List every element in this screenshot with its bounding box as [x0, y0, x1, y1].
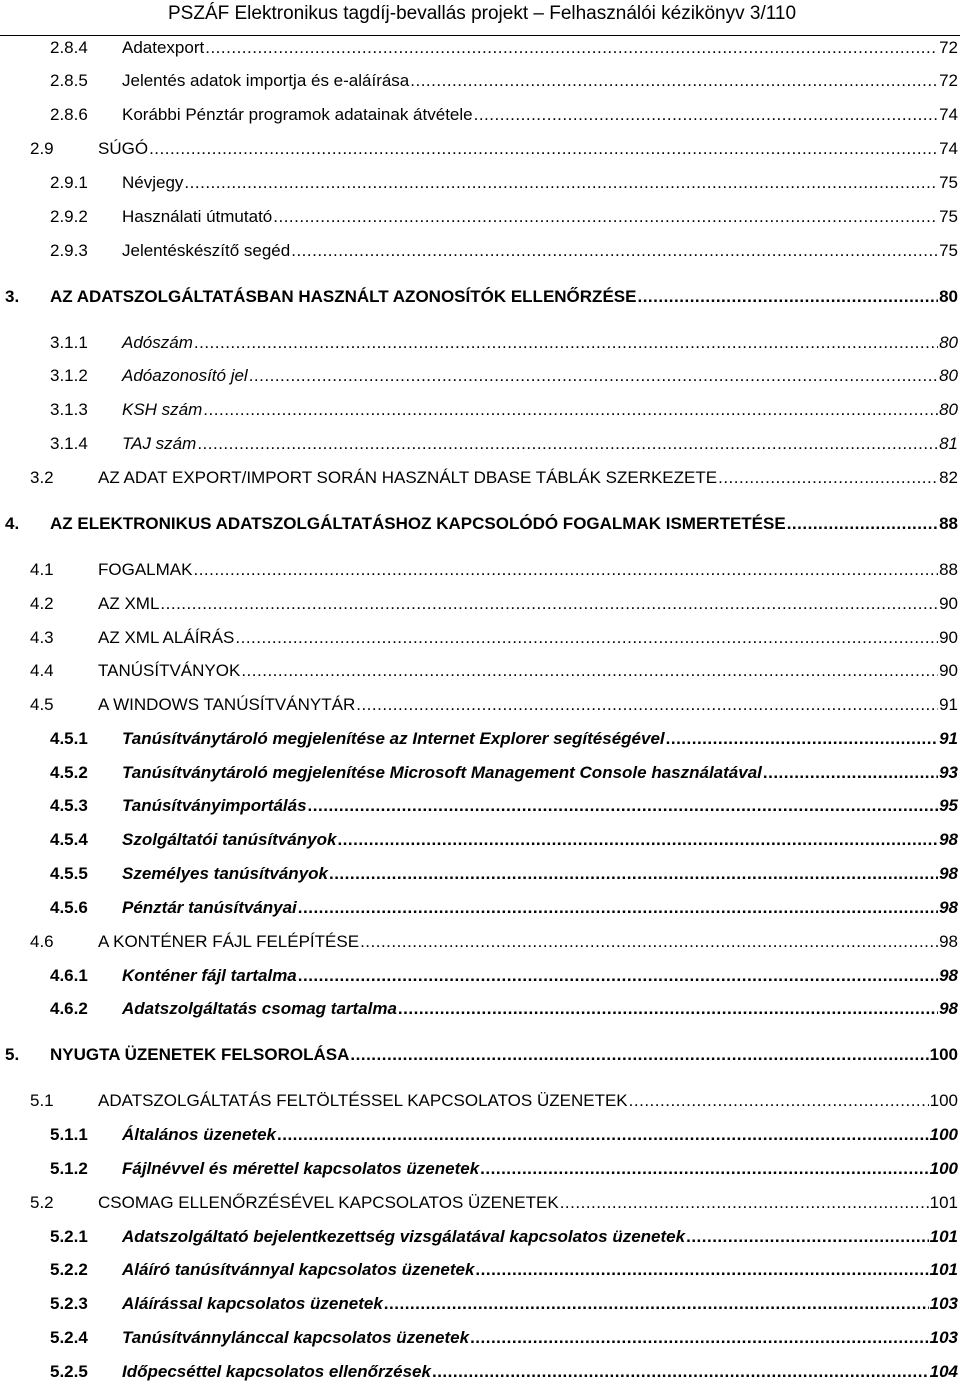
toc-entry-page: 80 [939, 366, 958, 385]
toc-entry-number: 4.2 [30, 594, 54, 613]
toc-entry[interactable] [50, 726, 958, 752]
dot-leader [160, 591, 938, 617]
dot-leader [337, 827, 938, 853]
toc-entry-page: 98 [939, 999, 958, 1018]
toc-entry[interactable] [50, 1224, 958, 1250]
toc-entry-page: 101 [929, 1260, 958, 1279]
toc-entry[interactable] [30, 1088, 958, 1114]
toc-entry-number: 3.1.4 [50, 434, 88, 453]
toc-entry-number: 4. [5, 514, 20, 533]
dot-leader [149, 136, 938, 162]
toc-entry-title: Tanúsítványtároló megjelenítése az Internet Explorer segítéségével [122, 729, 665, 748]
dot-leader [350, 1042, 928, 1068]
dot-leader [194, 330, 938, 356]
toc-entry[interactable] [50, 204, 958, 230]
toc-entry-page: 90 [939, 661, 958, 680]
toc-entry-number: 3.1.3 [50, 400, 88, 419]
toc-entry[interactable] [50, 895, 958, 921]
dot-leader [193, 557, 938, 583]
toc-entry-title: SÚGÓ [98, 139, 149, 158]
toc-entry-title: KSH szám [122, 400, 203, 419]
toc-entry-number: 2.8.4 [50, 38, 88, 57]
toc-entry-title: Időpecséttel kapcsolatos ellenőrzések [122, 1362, 431, 1381]
toc-entry-number: 2.9.1 [50, 173, 88, 192]
toc-entry-title: Aláíró tanúsítvánnyal kapcsolatos üzenetek [122, 1260, 475, 1279]
toc-entry-number: 4.4 [30, 661, 54, 680]
toc-entry-page: 72 [939, 71, 958, 90]
toc-entry-page: 82 [939, 468, 958, 487]
dot-leader [474, 102, 938, 128]
dot-leader [291, 238, 938, 264]
toc-entry-number: 5.1 [30, 1091, 54, 1110]
toc-entry-page: 90 [939, 628, 958, 647]
toc-entry[interactable] [50, 1325, 958, 1351]
toc-entry-page: 98 [939, 966, 958, 985]
dot-leader [356, 692, 938, 718]
dot-leader [203, 397, 938, 423]
toc-entry-number: 4.3 [30, 628, 54, 647]
toc-entry-number: 4.5.5 [50, 864, 88, 883]
toc-entry-title: FOGALMAK [98, 560, 193, 579]
dot-leader [384, 1291, 929, 1317]
toc-entry[interactable] [30, 557, 958, 583]
toc-entry-title: TANÚSÍTVÁNYOK [98, 661, 241, 680]
toc-entry-page: 80 [939, 400, 958, 419]
dot-leader [249, 363, 938, 389]
dot-leader [184, 170, 938, 196]
toc-entry-number: 2.9.3 [50, 241, 88, 260]
dot-leader [197, 431, 938, 457]
toc-entry[interactable] [5, 284, 958, 310]
dot-leader [298, 895, 938, 921]
toc-entry-number: 5. [5, 1045, 20, 1064]
dot-leader [360, 929, 938, 955]
dot-leader [637, 284, 938, 310]
toc-entry-page: 75 [939, 207, 958, 226]
toc-entry-page: 75 [939, 241, 958, 260]
toc-entry[interactable] [50, 397, 958, 423]
toc-entry[interactable] [50, 363, 958, 389]
toc-entry[interactable] [30, 692, 958, 718]
dot-leader [410, 68, 938, 94]
toc-entry-title: Fájlnévvel és mérettel kapcsolatos üzenetek [122, 1159, 480, 1178]
toc-entry-title: Általános üzenetek [122, 1125, 276, 1144]
dot-leader [308, 793, 939, 819]
toc-entry-title: NYUGTA ÜZENETEK FELSOROLÁSA [50, 1045, 350, 1064]
toc-entry-number: 3. [5, 287, 20, 306]
toc-entry-page: 80 [939, 333, 958, 352]
toc-entry[interactable] [50, 102, 958, 128]
toc-entry-number: 3.1.1 [50, 333, 88, 352]
toc-entry-number: 4.5.2 [50, 763, 88, 782]
toc-entry-number: 4.5.6 [50, 898, 88, 917]
toc-entry-page: 98 [939, 830, 958, 849]
toc-entry[interactable] [30, 591, 958, 617]
toc-entry[interactable] [50, 1359, 958, 1385]
toc-entry-page: 100 [929, 1159, 958, 1178]
toc-entry-title: Adatexport [122, 38, 205, 57]
toc-entry-title: Tanúsítvánnylánccal kapcsolatos üzenetek [122, 1328, 470, 1347]
toc-entry-number: 4.6.2 [50, 999, 88, 1018]
toc-entry[interactable] [50, 963, 958, 989]
toc-entry-title: Pénztár tanúsítványai [122, 898, 297, 917]
toc-entry-title: Használati útmutató [122, 207, 273, 226]
toc-entry-page: 103 [929, 1328, 958, 1347]
toc-entry-number: 4.6 [30, 932, 54, 951]
toc-entry-number: 4.5.4 [50, 830, 88, 849]
toc-entry-number: 4.1 [30, 560, 54, 579]
toc-entry-title: AZ ELEKTRONIKUS ADATSZOLGÁLTATÁSHOZ KAPCSOLÓDÓ FOGALMAK ISMERTETÉSE [50, 514, 786, 533]
toc-entry[interactable] [30, 625, 958, 651]
toc-entry[interactable] [50, 1291, 958, 1317]
toc-entry-page: 104 [929, 1362, 958, 1381]
toc-entry[interactable] [50, 1122, 958, 1148]
toc-entry-number: 3.1.2 [50, 366, 88, 385]
toc-entry[interactable] [50, 827, 958, 853]
toc-entry-title: Adószám [122, 333, 193, 352]
toc-entry[interactable] [30, 465, 958, 491]
toc-entry-page: 100 [929, 1045, 958, 1064]
toc-entry-page: 95 [939, 796, 958, 815]
toc-entry-page: 88 [939, 514, 958, 533]
toc-entry-title: Konténer fájl tartalma [122, 966, 297, 985]
toc-entry-number: 2.8.5 [50, 71, 88, 90]
dot-leader [718, 465, 938, 491]
dot-leader [235, 625, 938, 651]
toc-entry[interactable] [5, 1042, 958, 1068]
toc-entry[interactable] [50, 330, 958, 356]
toc-entry-title: Jelentéskészítő segéd [122, 241, 291, 260]
toc-entry[interactable] [50, 861, 958, 887]
toc-entry-page: 91 [939, 729, 958, 748]
toc-entry[interactable] [50, 996, 958, 1022]
dot-leader [298, 963, 938, 989]
header-title: PSZÁF Elektronikus tagdíj-bevallás projekt – Felhasználói kézikönyv 3/110 [168, 3, 797, 24]
toc-entry-title: Adóazonosító jel [122, 366, 248, 385]
dot-leader [763, 760, 938, 786]
toc-entry-number: 5.2 [30, 1193, 54, 1212]
toc-entry-number: 4.5 [30, 695, 54, 714]
toc-entry[interactable] [5, 511, 958, 537]
toc-entry-number: 5.2.4 [50, 1328, 88, 1347]
toc-entry-page: 101 [929, 1227, 958, 1246]
toc-entry-title: AZ ADAT EXPORT/IMPORT SORÁN HASZNÁLT DBASE TÁBLÁK SZERKEZETE [98, 468, 718, 487]
toc-entry-page: 88 [939, 560, 958, 579]
toc-entry-page: 98 [939, 932, 958, 951]
toc-entry-title: Adatszolgáltatás csomag tartalma [122, 999, 397, 1018]
dot-leader [205, 35, 938, 61]
toc-entry-title: Névjegy [122, 173, 184, 192]
toc-entry-title: TAJ szám [122, 434, 197, 453]
dot-leader [329, 861, 938, 887]
toc-entry-title: Tanúsítványimportálás [122, 796, 307, 815]
toc-entry-number: 5.2.3 [50, 1294, 88, 1313]
toc-entry[interactable] [50, 238, 958, 264]
toc-entry-number: 4.5.1 [50, 729, 88, 748]
toc-entry-number: 5.2.1 [50, 1227, 88, 1246]
toc-entry-page: 98 [939, 898, 958, 917]
toc-entry-title: AZ XML ALÁÍRÁS [98, 628, 235, 647]
toc-entry-number: 5.1.1 [50, 1125, 88, 1144]
toc-entry[interactable] [50, 1156, 958, 1182]
toc-entry-page: 100 [929, 1091, 958, 1110]
toc-entry[interactable] [30, 929, 958, 955]
toc-entry-title: Tanúsítványtároló megjelenítése Microsoft Management Console használatával [122, 763, 762, 782]
toc-entry-page: 81 [939, 434, 958, 453]
toc-entry-title: AZ ADATSZOLGÁLTATÁSBAN HASZNÁLT AZONOSÍTÓK ELLENŐRZÉSE [50, 287, 637, 306]
toc-entry-page: 91 [939, 695, 958, 714]
toc-entry-title: Jelentés adatok importja és e-aláírása [122, 71, 410, 90]
toc-entry-page: 90 [939, 594, 958, 613]
toc-entry-page: 93 [939, 763, 958, 782]
toc-entry-number: 5.2.5 [50, 1362, 88, 1381]
toc-entry-number: 5.1.2 [50, 1159, 88, 1178]
toc-entry-title: CSOMAG ELLENŐRZÉSÉVEL KAPCSOLATOS ÜZENETEK [98, 1193, 559, 1212]
dot-leader [629, 1088, 929, 1114]
dot-leader [241, 658, 938, 684]
toc-entry-number: 4.6.1 [50, 966, 88, 985]
toc-entry-number: 2.9.2 [50, 207, 88, 226]
dot-leader [787, 511, 938, 537]
dot-leader [470, 1325, 929, 1351]
toc-entry[interactable] [50, 793, 958, 819]
toc-entry[interactable] [30, 1190, 958, 1216]
toc-entry-number: 3.2 [30, 468, 54, 487]
toc-entry[interactable] [50, 68, 958, 94]
dot-leader [560, 1190, 929, 1216]
toc-entry-title: Szolgáltatói tanúsítványok [122, 830, 337, 849]
toc-entry-page: 101 [929, 1193, 958, 1212]
toc-entry-page: 80 [939, 287, 958, 306]
toc-entry-number: 4.5.3 [50, 796, 88, 815]
toc-entry-number: 2.9 [30, 139, 54, 158]
toc-entry-page: 100 [929, 1125, 958, 1144]
toc-entry[interactable] [50, 431, 958, 457]
toc-entry-title: Korábbi Pénztár programok adatainak átvétele [122, 105, 473, 124]
toc-entry-title: A WINDOWS TANÚSÍTVÁNYTÁR [98, 695, 356, 714]
toc-entry-page: 75 [939, 173, 958, 192]
toc-entry-page: 72 [939, 38, 958, 57]
toc-entry-title: ADATSZOLGÁLTATÁS FELTÖLTÉSSEL KAPCSOLATOS ÜZENETEK [98, 1091, 628, 1110]
dot-leader [277, 1122, 929, 1148]
toc-entry[interactable] [30, 136, 958, 162]
toc-entry-page: 103 [929, 1294, 958, 1313]
toc-entry[interactable] [50, 170, 958, 196]
toc-entry-page: 74 [939, 139, 958, 158]
toc-entry-page: 98 [939, 864, 958, 883]
toc-entry[interactable] [50, 35, 958, 61]
dot-leader [686, 1224, 929, 1250]
toc-entry-title: A KONTÉNER FÁJL FELÉPÍTÉSE [98, 932, 360, 951]
toc-entry-number: 5.2.2 [50, 1260, 88, 1279]
toc-entry-title: AZ XML [98, 594, 160, 613]
toc-entry-title: Aláírással kapcsolatos üzenetek [122, 1294, 383, 1313]
toc-entry-number: 2.8.6 [50, 105, 88, 124]
toc-entry-title: Adatszolgáltató bejelentkezettség vizsgálatával kapcsolatos üzenetek [122, 1227, 686, 1246]
toc-entry[interactable] [30, 658, 958, 684]
toc-entry-page: 74 [939, 105, 958, 124]
dot-leader [432, 1359, 929, 1385]
dot-leader [398, 996, 938, 1022]
dot-leader [666, 726, 938, 752]
toc-entry[interactable] [50, 1257, 958, 1283]
dot-leader [480, 1156, 928, 1182]
dot-leader [273, 204, 938, 230]
dot-leader [475, 1257, 928, 1283]
toc-entry[interactable] [50, 760, 958, 786]
toc-entry-title: Személyes tanúsítványok [122, 864, 328, 883]
